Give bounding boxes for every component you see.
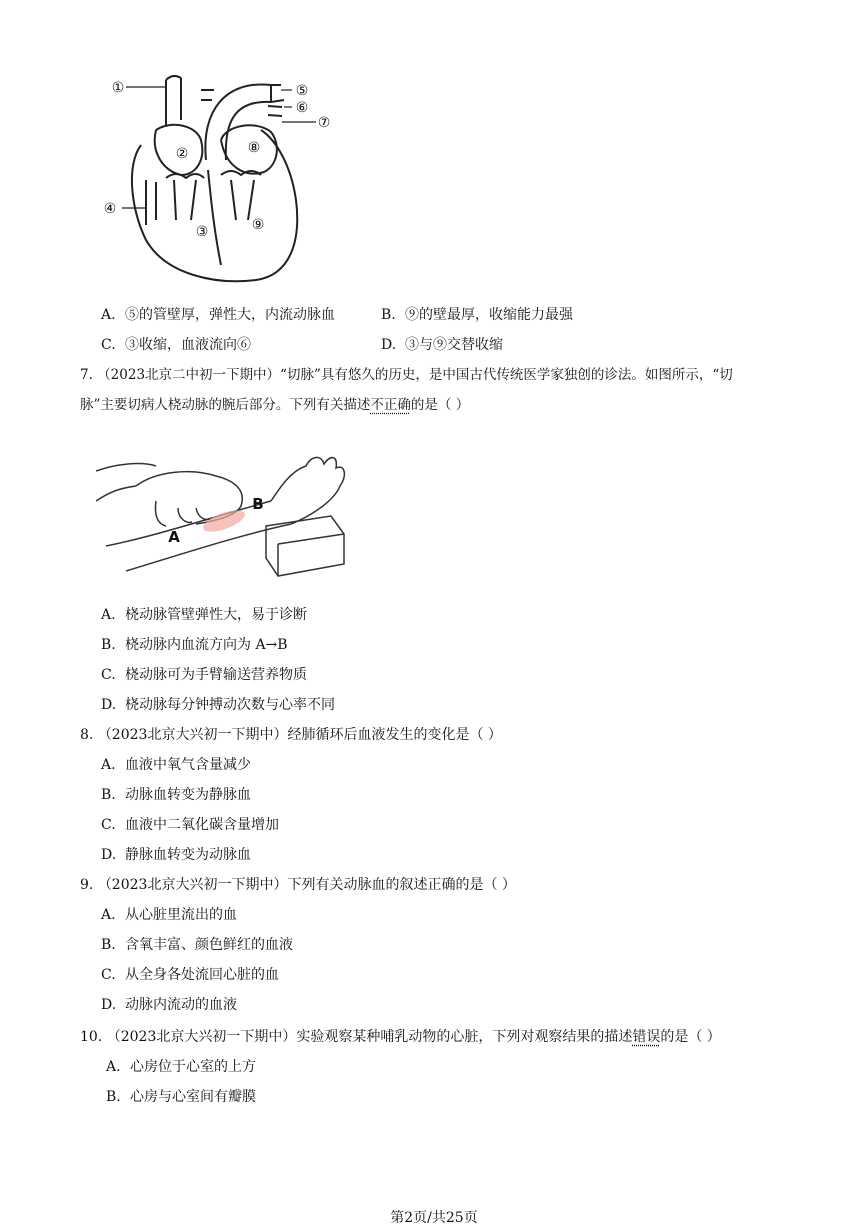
q6-option-a: A. ⑤的管壁厚，弹性大，内流动脉血	[101, 307, 335, 323]
q7-option-a: A. 桡动脉管壁弹性大，易于诊断	[101, 607, 307, 623]
q10-emphasis: 错误	[632, 1029, 661, 1045]
q9-stem: 9. （2023北京大兴初一下期中）下列有关动脉血的叙述正确的是（ ）	[80, 877, 516, 893]
heart-label-8: ⑧	[247, 140, 261, 156]
heart-label-3: ③	[195, 224, 209, 240]
heart-label-7: ⑦	[317, 115, 331, 131]
heart-label-1: ①	[111, 80, 125, 96]
pulse-label-a: A	[168, 528, 180, 546]
q7-stem-line2: 脉”主要切病人桡动脉的腕后部分。下列有关描述不正确的是（ ）	[80, 397, 470, 413]
q8-option-c: C. 血液中二氧化碳含量增加	[101, 817, 279, 833]
q7-option-c: C. 桡动脉可为手臂输送营养物质	[101, 667, 307, 683]
q8-option-d: D. 静脉血转变为动脉血	[101, 847, 251, 863]
heart-label-6: ⑥	[295, 100, 309, 116]
heart-label-4: ④	[103, 201, 117, 217]
pulse-label-b: B	[252, 495, 264, 513]
pulse-figure	[96, 446, 356, 581]
q7-option-b: B. 桡动脉内血流方向为 A→B	[101, 637, 288, 653]
heart-label-5: ⑤	[295, 83, 309, 99]
q7-option-d: D. 桡动脉每分钟搏动次数与心率不同	[101, 697, 335, 713]
heart-diagram	[96, 70, 346, 295]
q9-option-c: C. 从全身各处流回心脏的血	[101, 967, 279, 983]
q6-option-d: D. ③与⑨交替收缩	[381, 337, 503, 353]
heart-label-9: ⑨	[251, 217, 265, 233]
q8-option-b: B. 动脉血转变为静脉血	[101, 787, 251, 803]
q10-option-a: A. 心房位于心室的上方	[106, 1059, 256, 1075]
q7-stem-line1: 7. （2023北京二中初一下期中）“切脉”具有悠久的历史，是中国古代传统医学家独创的诊法。如图所示，“切	[80, 367, 733, 383]
q8-option-a: A. 血液中氧气含量减少	[101, 757, 251, 773]
heart-label-2: ②	[175, 146, 189, 162]
q6-option-c: C. ③收缩，血液流向⑥	[101, 337, 251, 353]
q8-stem: 8. （2023北京大兴初一下期中）经肺循环后血液发生的变化是（ ）	[80, 727, 502, 743]
q7-emphasis: 不正确	[370, 397, 411, 413]
page-footer: 第2页/共25页	[390, 1210, 478, 1226]
q9-option-b: B. 含氧丰富、颜色鲜红的血液	[101, 937, 293, 953]
q10-option-b: B. 心房与心室间有瓣膜	[106, 1089, 256, 1105]
q6-option-b: B. ⑨的壁最厚，收缩能力最强	[381, 307, 573, 323]
q9-option-d: D. 动脉内流动的血液	[101, 997, 237, 1013]
q9-option-a: A. 从心脏里流出的血	[101, 907, 237, 923]
q10-stem: 10. （2023北京大兴初一下期中）实验观察某种哺乳动物的心脏，下列对观察结果的描述错误的是（ ）	[80, 1029, 721, 1045]
